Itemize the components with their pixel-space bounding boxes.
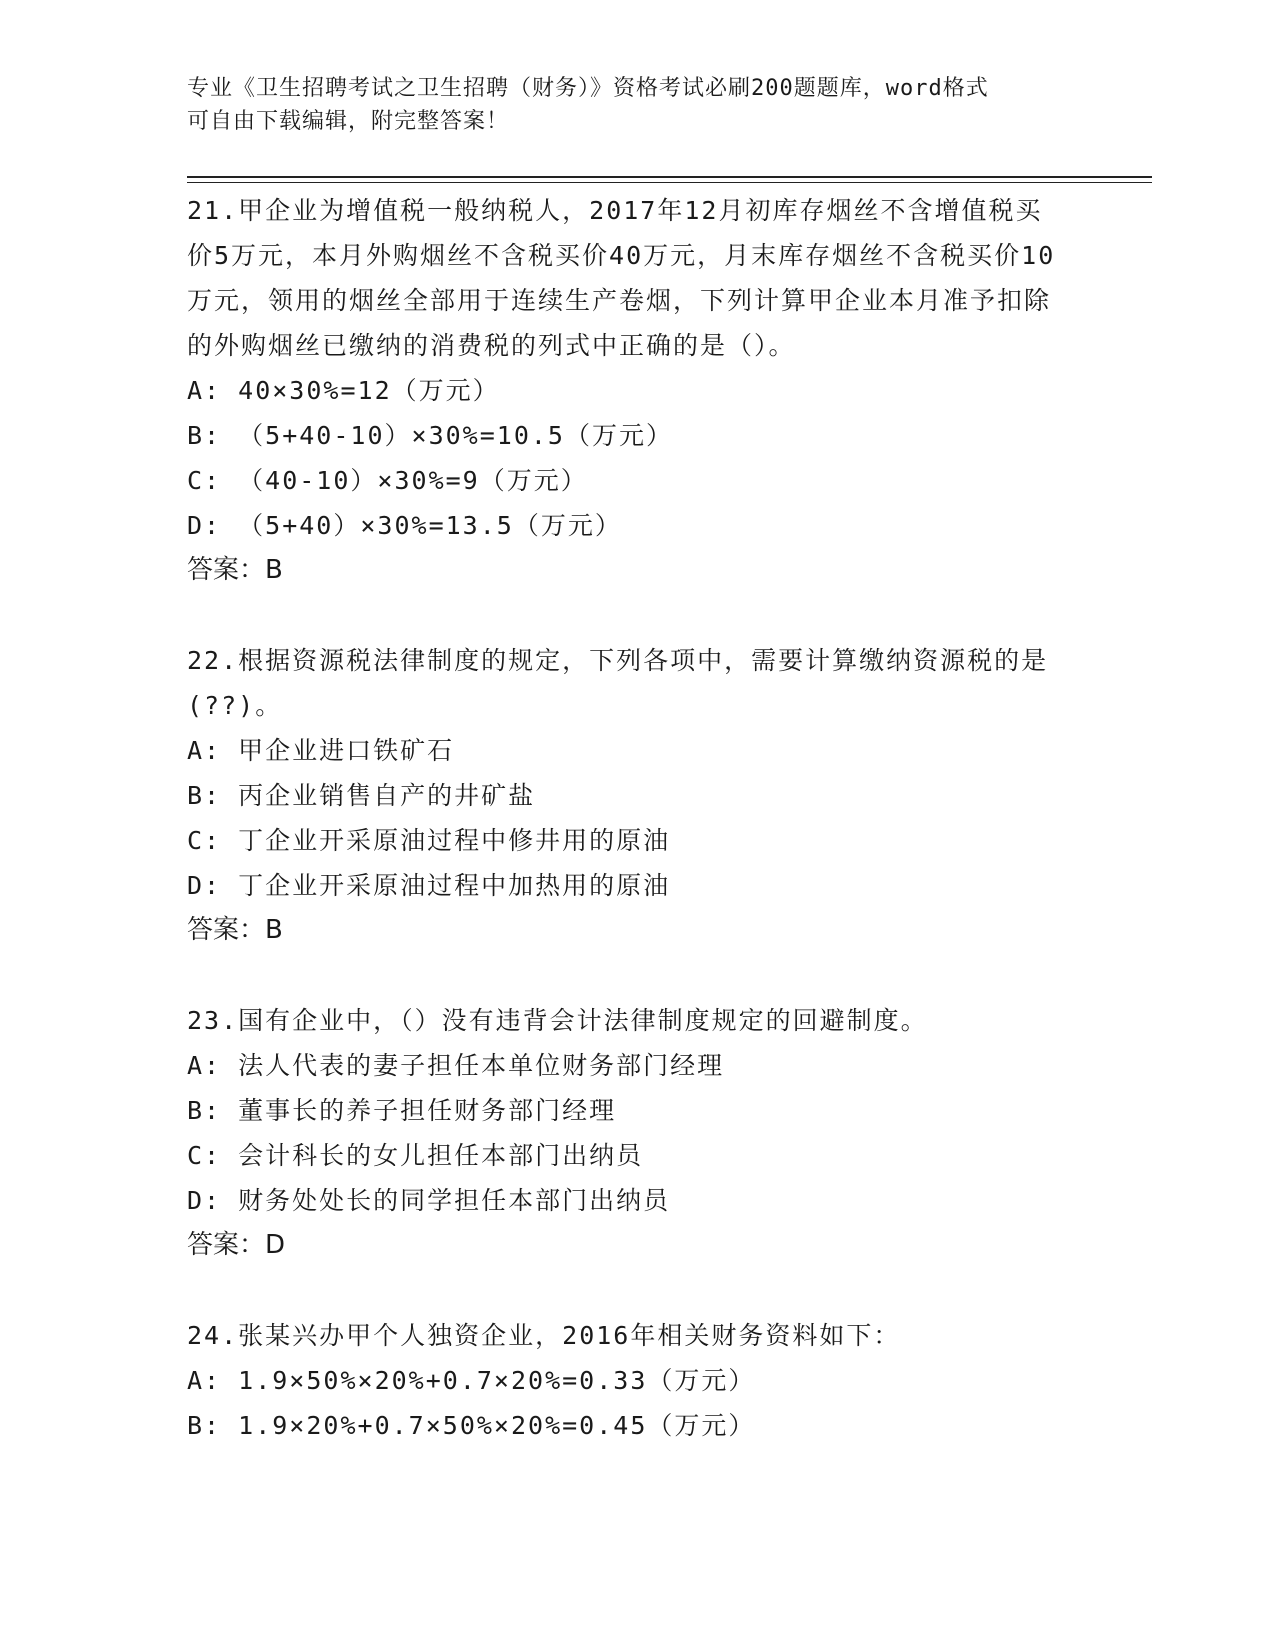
- question-24: [187, 1313, 1067, 1448]
- question-spacer: [187, 593, 1067, 638]
- option-d: D: （5+40）×30%=13.5（万元）: [187, 511, 622, 540]
- option-b: B: 丙企业销售自产的井矿盐: [187, 781, 536, 810]
- question-stem: 22.根据资源税法律制度的规定，下列各项中，需要计算缴纳资源税的是(??)。: [187, 646, 1049, 720]
- question-stem: 24.张某兴办甲个人独资企业，2016年相关财务资料如下：: [187, 1321, 901, 1350]
- question-22: [187, 638, 1067, 953]
- option-a: A: 甲企业进口铁矿石: [187, 736, 455, 765]
- answer: 答案：B: [187, 555, 283, 585]
- question-spacer: [187, 1268, 1067, 1313]
- header-line-2: 可自由下载编辑，附完整答案！: [187, 109, 510, 134]
- header-line-1: 专业《卫生招聘考试之卫生招聘（财务）》资格考试必刷200题题库，word格式: [187, 76, 989, 101]
- question-23: [187, 998, 1067, 1268]
- option-b: B: （5+40-10）×30%=10.5（万元）: [187, 421, 673, 450]
- answer: 答案：D: [187, 1230, 286, 1260]
- option-a: A: 法人代表的妻子担任本单位财务部门经理: [187, 1051, 725, 1080]
- header-divider-thick: [187, 176, 1152, 178]
- option-c: C: 丁企业开采原油过程中修井用的原油: [187, 826, 671, 855]
- answer: 答案：B: [187, 915, 283, 945]
- document-header: [187, 72, 1067, 138]
- question-spacer: [187, 953, 1067, 998]
- header-divider-thin: [187, 182, 1152, 183]
- option-b: B: 董事长的养子担任财务部门经理: [187, 1096, 617, 1125]
- question-stem: 21.甲企业为增值税一般纳税人，2017年12月初库存烟丝不含增值税买价5万元，本月外购烟丝不含税买价40万元，月末库存烟丝不含税买价10万元，领用的烟丝全部用于连续生产卷烟，下列计算甲企业本月准予扣除的外购烟丝已缴纳的消费税的列式中正确的是（）。: [187, 196, 1056, 360]
- option-c: C: （40-10）×30%=9（万元）: [187, 466, 588, 495]
- question-stem: 23.国有企业中，（）没有违背会计法律制度规定的回避制度。: [187, 1006, 928, 1035]
- option-d: D: 丁企业开采原油过程中加热用的原油: [187, 871, 671, 900]
- option-a: A: 1.9×50%×20%+0.7×20%=0.33（万元）: [187, 1366, 756, 1395]
- option-d: D: 财务处处长的同学担任本部门出纳员: [187, 1186, 671, 1215]
- question-21: [187, 188, 1067, 593]
- option-c: C: 会计科长的女儿担任本部门出纳员: [187, 1141, 644, 1170]
- option-a: A: 40×30%=12（万元）: [187, 376, 500, 405]
- question-list: [187, 188, 1067, 1448]
- option-b: B: 1.9×20%+0.7×50%×20%=0.45（万元）: [187, 1411, 756, 1440]
